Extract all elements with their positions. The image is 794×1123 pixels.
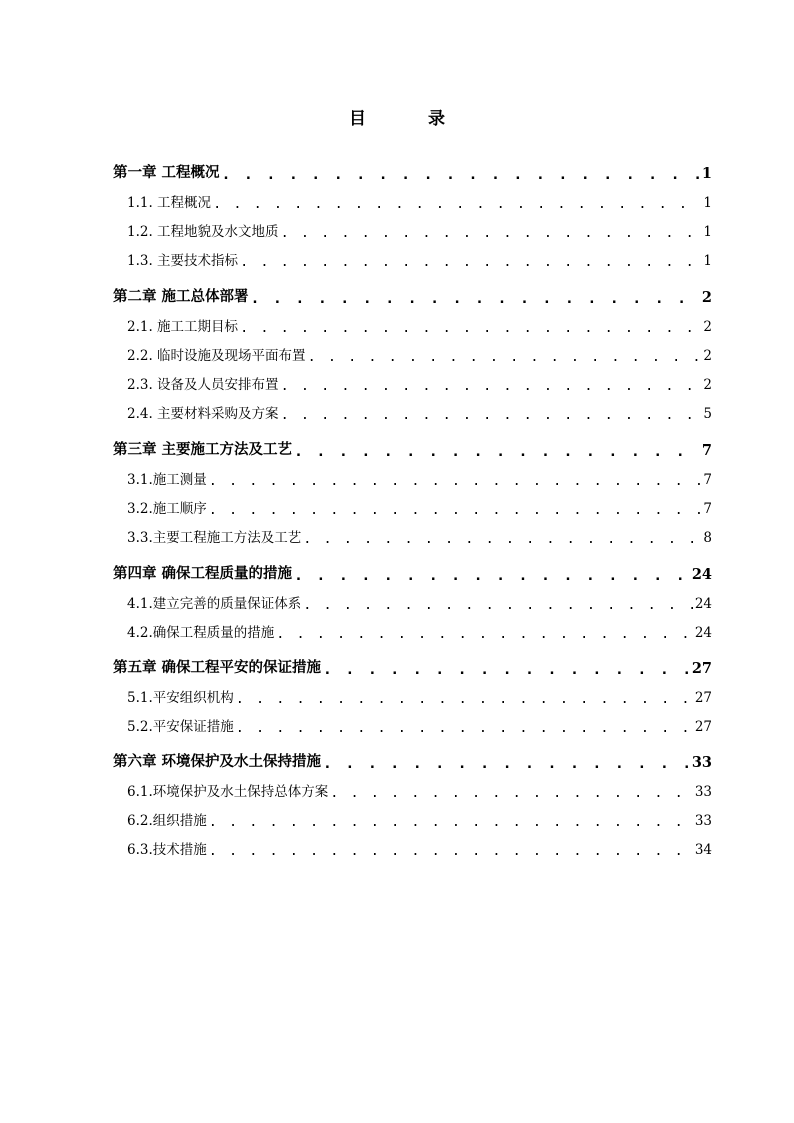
toc-page-number: 2 [701, 289, 712, 306]
toc-page-number: 5 [703, 406, 712, 422]
toc-entry-label: 2.3. 设备及人员安排布置 [127, 377, 279, 393]
toc-page-number: 7 [701, 442, 712, 459]
toc-dot-leader [308, 351, 702, 365]
toc-dot-leader [323, 757, 690, 772]
toc-page-number: 27 [694, 719, 712, 735]
toc-section-entry[interactable] [113, 778, 712, 800]
toc-dot-leader [294, 445, 700, 460]
toc-dot-leader [236, 722, 693, 736]
toc-page-number: 24 [694, 625, 712, 641]
toc-entry-label: 1.2. 工程地貌及水文地质 [127, 224, 279, 240]
toc-entry-label: 第四章 确保工程质量的措施 [113, 565, 293, 582]
toc-dot-leader [209, 504, 702, 518]
toc-section-entry[interactable] [113, 342, 712, 364]
toc-chapter-entry[interactable] [113, 160, 712, 182]
toc-page-number: 24 [691, 566, 712, 583]
toc-page-number: 27 [691, 660, 712, 677]
toc-dot-leader [236, 693, 693, 707]
toc-page-number: 34 [694, 842, 712, 858]
toc-dot-leader [213, 198, 701, 212]
toc-dot-leader [294, 569, 690, 584]
toc-entry-label: 第一章 工程概况 [113, 164, 220, 181]
toc-page-number: 1 [701, 165, 712, 182]
toc-chapter-entry[interactable] [113, 655, 712, 677]
toc-dot-leader [281, 380, 702, 394]
toc-dot-leader [330, 787, 693, 801]
toc-page-number: 33 [694, 784, 712, 800]
toc-dot-leader [303, 599, 693, 613]
toc-entry-label: 第六章 环境保护及水土保持措施 [113, 753, 322, 770]
toc-section-entry[interactable] [113, 590, 712, 612]
toc-page-number: 2 [703, 319, 712, 335]
toc-section-entry[interactable] [113, 495, 712, 517]
toc-title: 目 录 [349, 109, 473, 129]
toc-section-entry[interactable] [113, 466, 712, 488]
toc-section-entry[interactable] [113, 713, 712, 735]
toc-entry-label: 3.1.施工测量 [127, 472, 207, 488]
toc-dot-leader [281, 409, 702, 423]
toc-chapter-entry[interactable] [113, 749, 712, 771]
toc-dot-leader [209, 845, 693, 859]
toc-dot-leader [240, 256, 701, 270]
toc-section-entry[interactable] [113, 313, 712, 335]
toc-chapter-entry[interactable] [113, 437, 712, 459]
toc-section-entry[interactable] [113, 836, 712, 858]
toc-dot-leader [209, 816, 693, 830]
toc-section-entry[interactable] [113, 400, 712, 422]
toc-dot-leader [251, 292, 700, 307]
toc-entry-label: 6.3.技术措施 [127, 842, 207, 858]
toc-entry-label: 第二章 施工总体部署 [113, 288, 249, 305]
toc-entry-label: 1.3. 主要技术指标 [127, 253, 239, 269]
toc-entry-label: 5.2.平安保证措施 [127, 719, 234, 735]
toc-entry-label: 5.1.平安组织机构 [127, 690, 234, 706]
toc-chapter-entry[interactable] [113, 284, 712, 306]
toc-page-number: 1 [703, 224, 712, 240]
toc-page-number: 1 [703, 253, 712, 269]
toc-page-number: 2 [703, 348, 712, 364]
toc-page-number: 33 [694, 813, 712, 829]
toc-section-entry[interactable] [113, 807, 712, 829]
toc-entry-label: 第五章 确保工程平安的保证措施 [113, 659, 322, 676]
toc-page-number: 24 [694, 596, 712, 612]
toc-dot-leader [222, 168, 700, 183]
toc-page-number: 7 [703, 472, 712, 488]
toc-page-number: 2 [703, 377, 712, 393]
toc-entry-label: 4.2.确保工程质量的措施 [127, 625, 275, 641]
toc-entry-label: 2.1. 施工工期目标 [127, 319, 239, 335]
toc-section-entry[interactable] [113, 371, 712, 393]
toc-dot-leader [209, 475, 702, 489]
toc-page-number: 8 [703, 530, 712, 546]
toc-entry-label: 6.2.组织措施 [127, 813, 207, 829]
toc-section-entry[interactable] [113, 524, 712, 546]
toc-dot-leader [323, 663, 690, 678]
toc-entry-label: 2.4. 主要材料采购及方案 [127, 406, 279, 422]
toc-dot-leader [281, 227, 702, 241]
toc-entry-label: 6.1.环境保护及水土保持总体方案 [127, 784, 329, 800]
toc-page-number: 33 [691, 754, 712, 771]
toc-dot-leader [303, 533, 701, 547]
toc-dot-leader [276, 628, 693, 642]
toc-section-entry[interactable] [113, 684, 712, 706]
toc-dot-leader [240, 322, 701, 336]
toc-entry-label: 1.1. 工程概况 [127, 195, 212, 211]
toc-page-number: 7 [703, 501, 712, 517]
toc-entry-label: 2.2. 临时设施及现场平面布置 [127, 348, 306, 364]
toc-entry-label: 第三章 主要施工方法及工艺 [113, 441, 293, 458]
toc-section-entry[interactable] [113, 189, 712, 211]
toc-section-entry[interactable] [113, 619, 712, 641]
toc-entry-label: 3.2.施工顺序 [127, 501, 207, 517]
toc-entry-label: 3.3.主要工程施工方法及工艺 [127, 530, 302, 546]
toc-page-number: 1 [703, 195, 712, 211]
toc-section-entry[interactable] [113, 218, 712, 240]
toc-entry-label: 4.1.建立完善的质量保证体系 [127, 596, 302, 612]
toc-page-number: 27 [694, 690, 712, 706]
toc-section-entry[interactable] [113, 247, 712, 269]
toc-chapter-entry[interactable] [113, 561, 712, 583]
